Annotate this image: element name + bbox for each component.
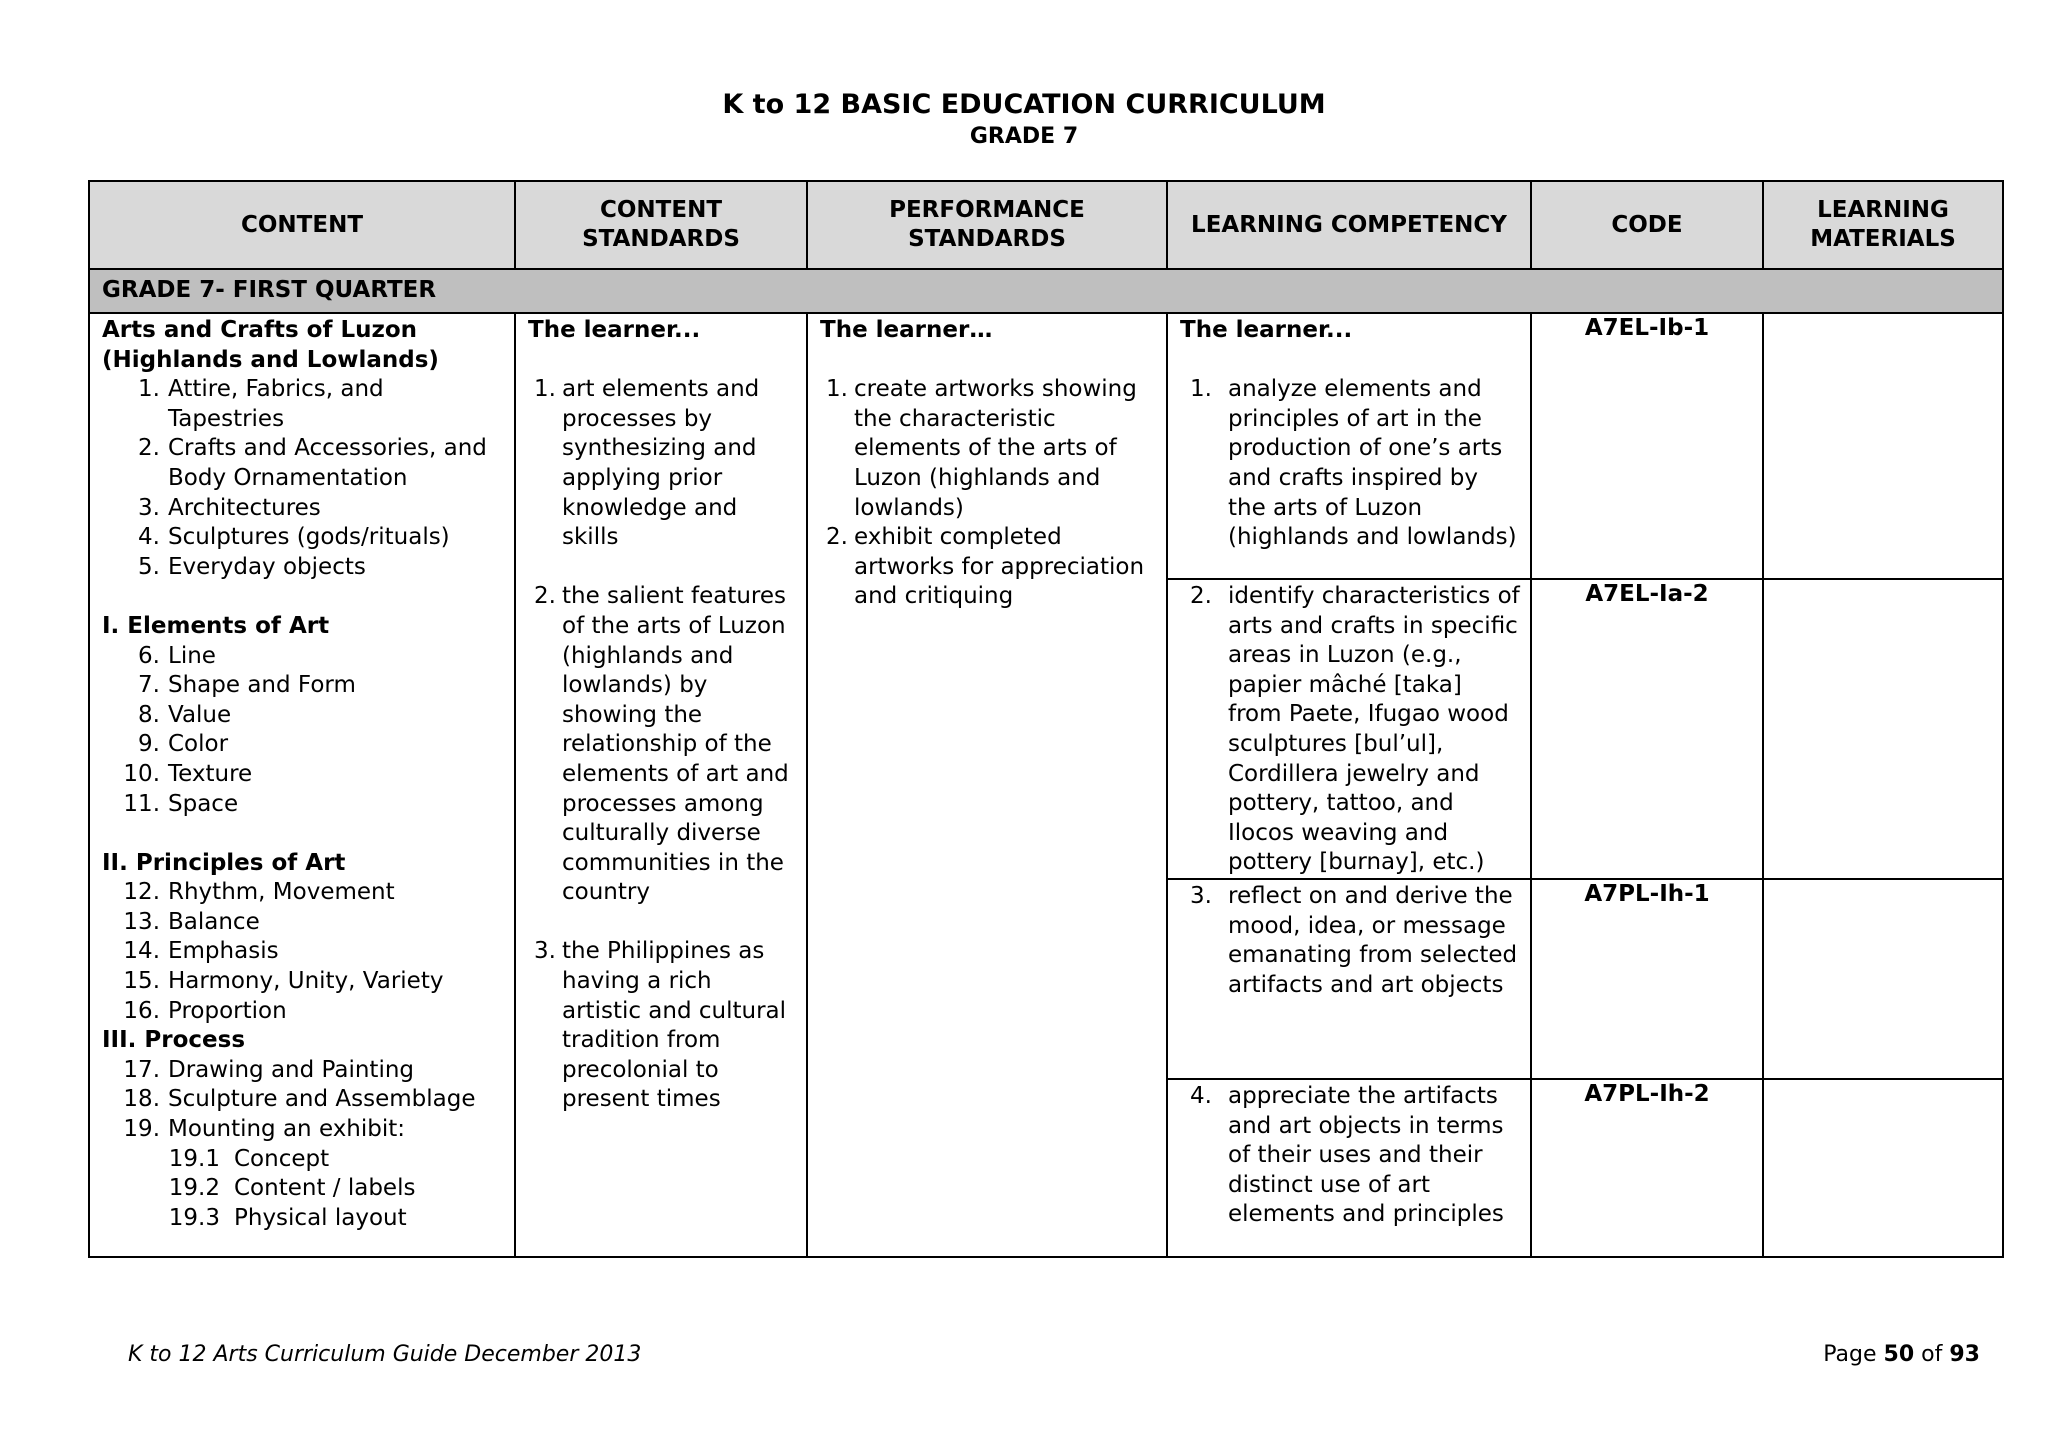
col-header-code: CODE (1531, 181, 1763, 269)
content-item: 18. Sculpture and Assemblage (123, 1086, 476, 1113)
competency-item: 3. reflect on and derive the mood, idea, or message emanating from selected artifacts and art objects (1190, 882, 1518, 998)
content-standards-list (528, 375, 796, 1115)
content-item: 8. Value (138, 701, 232, 728)
content-standards-intro: The learner... (528, 317, 701, 343)
competency-cell (1167, 313, 1531, 579)
content-item: 3. Architectures (138, 494, 321, 521)
code-cell: A7PL-Ih-2 (1531, 1079, 1763, 1257)
content-standard-item: 2. the salient features of the arts of Luzon (highlands and lowlands) by showing the relationship of the elements of art and processes among culturally diverse communities in the country (534, 583, 789, 906)
content-list-elements (102, 642, 504, 820)
content-standard-item: 3. the Philippines as having a rich artistic and cultural tradition from precolonial to present times (534, 938, 787, 1113)
section-principles-of-art: II. Principles of Art (102, 849, 346, 876)
performance-standard-item: 1. create artworks showing the characteristic elements of the arts of Luzon (highlands and lowlands) (826, 376, 1137, 521)
content-item: 10. Texture (123, 760, 253, 787)
content-item: 5. Everyday objects (138, 553, 366, 580)
performance-standards-list (820, 375, 1156, 612)
content-list-principles (102, 878, 504, 1026)
quarter-row (89, 269, 2003, 313)
competency-cell (1167, 879, 1531, 1079)
performance-standard-item: 2. exhibit completed artworks for appreciation and critiquing (826, 524, 1145, 610)
content-list-arts (102, 375, 504, 582)
content-heading-sub: (Highlands and Lowlands) (102, 346, 439, 373)
content-cell (89, 313, 515, 1257)
content-item: 16. Proportion (123, 997, 287, 1024)
learning-materials-cell (1763, 879, 2003, 1079)
footer-page-number: Page 50 of 93 (1823, 1342, 1980, 1367)
content-standards-cell (515, 313, 807, 1257)
competency-intro: The learner... (1180, 317, 1353, 343)
content-subitem: 19.2 Content / labels (168, 1175, 416, 1202)
learning-materials-cell (1763, 313, 2003, 579)
content-item: 1. Attire, Fabrics, and Tapestries (138, 376, 384, 432)
code-cell: A7EL-Ib-1 (1531, 313, 1763, 579)
content-list-process (102, 1056, 504, 1145)
content-subitem: 19.3 Physical layout (168, 1204, 407, 1231)
document-subtitle: GRADE 7 (969, 124, 1079, 149)
col-header-content: CONTENT (89, 181, 515, 269)
col-header-performance-standards: PERFORMANCE STANDARDS (807, 181, 1167, 269)
content-subitem: 19.1 Concept (168, 1145, 330, 1172)
content-item: 6. Line (138, 642, 216, 669)
content-item: 2. Crafts and Accessories, and Body Ornamentation (138, 435, 487, 491)
content-item: 15. Harmony, Unity, Variety (123, 968, 444, 995)
competency-cell (1167, 1079, 1531, 1257)
code-cell: A7EL-Ia-2 (1531, 579, 1763, 879)
section-process: III. Process (102, 1027, 246, 1054)
col-header-learning-competency: LEARNING COMPETENCY (1167, 181, 1531, 269)
content-item: 4. Sculptures (gods/rituals) (138, 524, 450, 551)
curriculum-table (88, 180, 2004, 1258)
content-item: 13. Balance (123, 908, 260, 935)
footer-guide-title: K to 12 Arts Curriculum Guide December 2013 (128, 1342, 642, 1367)
competency-item: 2. identify characteristics of arts and crafts in specific areas in Luzon (e.g., papier mâché [taka] from Paete, Ifugao wood sculptures [bul’ul], Cordillera jewelry and pottery, tattoo, and Ilocos weaving and pottery [burnay], etc.) (1190, 583, 1520, 876)
code-cell: A7PL-Ih-1 (1531, 879, 1763, 1079)
content-item: 17. Drawing and Painting (123, 1056, 415, 1083)
content-item: 9. Color (138, 731, 229, 758)
table-row (89, 313, 2003, 579)
content-heading: Arts and Crafts of Luzon (102, 317, 418, 343)
content-list-exhibit (102, 1145, 504, 1234)
content-item: 19. Mounting an exhibit: (123, 1116, 406, 1143)
content-item: 14. Emphasis (123, 938, 279, 965)
quarter-label: GRADE 7- FIRST QUARTER (89, 269, 2003, 313)
document-title: K to 12 BASIC EDUCATION CURRICULUM (722, 89, 1326, 120)
performance-standards-intro: The learner… (820, 317, 993, 343)
content-item: 7. Shape and Form (138, 672, 356, 699)
competency-item: 4. appreciate the artifacts and art objects in terms of their uses and their distinct use of art elements and principles (1190, 1082, 1504, 1228)
col-header-learning-materials: LEARNING MATERIALS (1763, 181, 2003, 269)
learning-materials-cell (1763, 1079, 2003, 1257)
table-header-row (89, 181, 2003, 269)
document-header (0, 88, 2048, 152)
learning-materials-cell (1763, 579, 2003, 879)
competency-cell (1167, 579, 1531, 879)
content-item: 12. Rhythm, Movement (123, 879, 395, 906)
content-standard-item: 1. art elements and processes by synthesizing and applying prior knowledge and skills (534, 376, 760, 551)
col-header-content-standards: CONTENT STANDARDS (515, 181, 807, 269)
section-elements-of-art: I. Elements of Art (102, 612, 330, 639)
competency-item: 1. analyze elements and principles of art in the production of one’s arts and crafts inspired by the arts of Luzon (highlands and lowlands) (1190, 376, 1517, 551)
performance-standards-cell (807, 313, 1167, 1257)
content-item: 11. Space (123, 790, 239, 817)
